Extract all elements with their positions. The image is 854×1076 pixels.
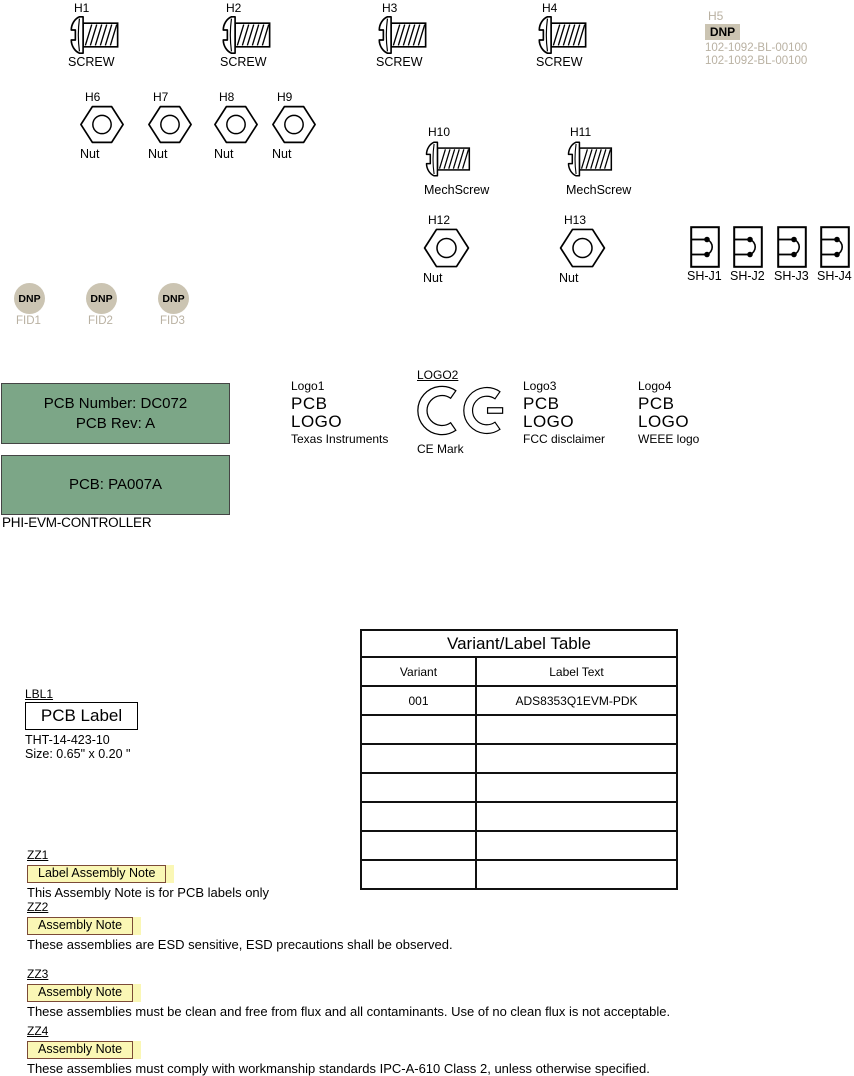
designator: H7 <box>153 90 169 104</box>
note-badge <box>27 1041 141 1059</box>
designator: H9 <box>277 90 293 104</box>
hardware-type-label: Nut <box>272 147 292 161</box>
designator: H10 <box>428 125 451 139</box>
designator: SH-J2 <box>730 269 765 283</box>
logo-caption: CE Mark <box>417 442 464 456</box>
part-number: 102-1092-BL-00100 <box>705 55 808 67</box>
note-badge-label: Label Assembly Note <box>27 865 166 883</box>
note-text: These assemblies are ESD sensitive, ESD precautions shall be observed. <box>27 937 453 952</box>
hardware-type-label: MechScrew <box>566 183 632 197</box>
fiducial-dnp-circle: DNP <box>86 283 117 314</box>
shunt-jumper-icon <box>777 226 807 268</box>
pcb-name-box <box>1 455 230 515</box>
hardware-item-h3 <box>376 2 428 69</box>
pcb-name-line: PCB: PA007A <box>68 476 163 493</box>
logo-text: LOGO <box>638 412 690 431</box>
dnp-chip: DNP <box>705 24 740 40</box>
table-header-row <box>362 658 676 687</box>
nut-icon <box>423 228 470 268</box>
ce-e-glyph <box>463 383 505 438</box>
label-part-number: THT-14-423-10 <box>25 733 110 747</box>
assembly-note-zz2 <box>27 901 453 952</box>
note-text: This Assembly Note is for PCB labels only <box>27 885 270 900</box>
hardware-item-h10 <box>424 126 489 197</box>
ce-c-glyph <box>417 383 457 438</box>
designator: SH-J4 <box>817 269 852 283</box>
table-row-empty <box>362 774 676 803</box>
hardware-type-label: SCREW <box>68 55 115 69</box>
hardware-item-h2 <box>220 2 272 69</box>
hardware-type-label: SCREW <box>536 55 583 69</box>
note-badge-label: Assembly Note <box>27 917 133 935</box>
designator: FID2 <box>88 315 113 327</box>
cell-variant: 001 <box>362 687 477 714</box>
screw-icon <box>536 15 588 55</box>
logo-text: PCB <box>291 394 328 413</box>
table-row-empty <box>362 716 676 745</box>
designator: H12 <box>428 213 451 227</box>
hardware-type-label: Nut <box>214 147 234 161</box>
logo-block-weee <box>638 380 699 446</box>
fiducial-dnp-circle: DNP <box>14 283 45 314</box>
shunt-item <box>730 226 765 283</box>
column-header-label-text: Label Text <box>549 664 604 679</box>
assembly-note-zz4 <box>27 1025 650 1076</box>
hardware-type-label: Nut <box>148 147 168 161</box>
pcb-rev-line: PCB Rev: A <box>75 414 156 432</box>
hardware-item-h4 <box>536 2 588 69</box>
note-badge-label: Assembly Note <box>27 984 133 1002</box>
hardware-item-h11 <box>566 126 631 197</box>
hardware-type-label: SCREW <box>376 55 423 69</box>
designator: SH-J3 <box>774 269 809 283</box>
designator: H11 <box>570 125 592 139</box>
note-badge-label: Assembly Note <box>27 1041 133 1059</box>
designator: LBL1 <box>25 687 54 701</box>
nut-icon <box>80 105 124 144</box>
hardware-item-h13 <box>559 214 606 285</box>
designator: ZZ3 <box>27 967 49 981</box>
logo-block-ti <box>291 380 388 446</box>
nut-icon <box>272 105 316 144</box>
column-header-variant: Variant <box>362 658 477 685</box>
screw-icon <box>566 140 613 178</box>
fiducial-item <box>14 283 45 328</box>
note-text: These assemblies must be clean and free from flux and all contaminants. Use of no clean flux is not acceptable. <box>27 1004 671 1019</box>
nut-icon <box>214 105 258 144</box>
cell-label-text: ADS8353Q1EVM-PDK <box>515 693 638 708</box>
shunt-item <box>774 226 809 283</box>
table-row <box>362 687 676 716</box>
designator: ZZ2 <box>27 900 49 914</box>
nut-icon <box>559 228 606 268</box>
hardware-type-label: Nut <box>559 271 579 285</box>
pcb-label-box: PCB Label <box>25 702 138 730</box>
note-badge <box>27 984 141 1002</box>
designator: ZZ4 <box>27 1024 49 1038</box>
hardware-type-label: Nut <box>423 271 443 285</box>
hardware-item-h7 <box>148 91 192 161</box>
hardware-item-h6 <box>80 91 124 161</box>
logo-text: PCB <box>638 394 675 413</box>
shunt-item <box>687 226 722 283</box>
designator: H3 <box>382 1 398 15</box>
designator: H8 <box>219 90 235 104</box>
fiducial-dnp-circle: DNP <box>158 283 189 314</box>
designator: FID1 <box>16 315 41 327</box>
nut-icon <box>148 105 192 144</box>
designator: Logo4 <box>638 379 672 393</box>
designator: ZZ1 <box>27 848 49 862</box>
designator: H5 <box>708 9 724 23</box>
assembly-note-zz1 <box>27 849 269 900</box>
hardware-item-h1 <box>68 2 120 69</box>
logo-text: LOGO <box>291 412 343 431</box>
designator: H4 <box>542 1 558 15</box>
logo-caption: WEEE logo <box>638 432 700 446</box>
designator: FID3 <box>160 315 185 327</box>
logo-block-ce <box>417 369 505 456</box>
hardware-item-h9 <box>272 91 316 161</box>
table-row-empty <box>362 745 676 774</box>
note-text: These assemblies must comply with workmanship standards IPC-A-610 Class 2, unless otherwise specified. <box>27 1061 650 1076</box>
designator: Logo1 <box>291 379 325 393</box>
shunt-item <box>817 226 852 283</box>
designator: H1 <box>74 1 90 15</box>
designator: SH-J1 <box>687 269 722 283</box>
designator: H13 <box>564 213 587 227</box>
hardware-type-label: SCREW <box>220 55 267 69</box>
screw-icon <box>220 15 272 55</box>
pcb-label-block <box>25 688 138 761</box>
logo-text: LOGO <box>523 412 575 431</box>
assembly-note-zz3 <box>27 968 670 1019</box>
ce-mark-icon <box>417 383 505 438</box>
screw-icon <box>68 15 120 55</box>
shunt-jumper-icon <box>820 226 850 268</box>
table-row-empty <box>362 832 676 861</box>
shunt-jumper-icon <box>690 226 720 268</box>
part-number: 102-1092-BL-00100 <box>705 42 808 54</box>
screw-icon <box>424 140 471 178</box>
designator: H2 <box>226 1 242 15</box>
shunt-jumper-icon <box>733 226 763 268</box>
variant-label-table <box>360 629 678 890</box>
screw-icon <box>376 15 428 55</box>
hardware-type-label: Nut <box>80 147 100 161</box>
hardware-item-h5-dnp <box>705 10 807 68</box>
designator: Logo3 <box>523 379 557 393</box>
pcb-number-line: PCB Number: DC072 <box>43 394 188 412</box>
logo-caption: Texas Instruments <box>291 432 389 446</box>
pcb-caption: PHI-EVM-CONTROLLER <box>2 515 152 530</box>
logo-block-fcc <box>523 380 605 446</box>
note-badge <box>27 865 174 883</box>
note-badge <box>27 917 141 935</box>
hardware-item-h8 <box>214 91 258 161</box>
hardware-type-label: MechScrew <box>424 183 490 197</box>
designator: H6 <box>85 90 101 104</box>
table-row-empty <box>362 803 676 832</box>
pcb-number-box <box>1 383 230 444</box>
designator: LOGO2 <box>417 368 459 382</box>
fiducial-item <box>158 283 189 328</box>
fiducial-item <box>86 283 117 328</box>
label-size: Size: 0.65" x 0.20 " <box>25 747 131 761</box>
logo-text: PCB <box>523 394 560 413</box>
logo-caption: FCC disclaimer <box>523 432 606 446</box>
table-row-empty <box>362 861 676 888</box>
hardware-item-h12 <box>423 214 470 285</box>
table-title: Variant/Label Table <box>362 631 676 658</box>
